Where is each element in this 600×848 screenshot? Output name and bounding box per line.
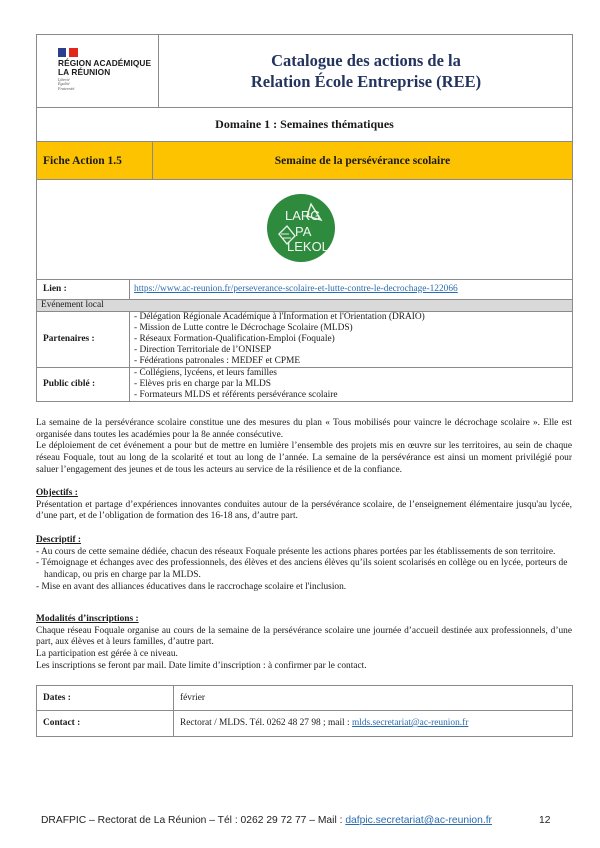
contact-label: Contact :: [37, 711, 174, 736]
objectifs-section: [36, 488, 572, 523]
lien-row: [37, 279, 572, 300]
descriptif-section: Descriptif : - Au cours de cette semaine dédiée, chacun des réseaux Foquale présente les actions phares portées par les établissements de son territoire. - Témoignage et échanges avec des professionnels, des élèves et des anciens élèves qu’ils soient scolarisés en collège ou en lycée, porteurs de handicap, ou pris en charge par la MLDS. - Mise en avant des alliances éducatives dans le raccrochage scolaire et l'inclusion.: [36, 535, 572, 594]
logo-line-2: LA RÉUNION: [58, 67, 111, 77]
logo-motto: Liberté Égalité Fraternité: [58, 77, 75, 91]
partenaires-list: - Délégation Régionale Académique à l'Information et l'Orientation (DRAIO) - Mission de Lutte contre le Décrochage Scolaire (MLDS) - Réseaux Formation-Qualification-Emploi (Foquale) - Direction Territoriale de l’ONISEP - Fédérations patronales : MEDEF et CPME: [134, 312, 425, 366]
svg-text:PA: PA: [295, 224, 312, 239]
partenaires-label: Partenaires :: [37, 312, 130, 367]
footer-email-link[interactable]: dafpic.secretariat@ac-reunion.fr: [345, 815, 492, 826]
modalites-section: Modalités d’inscriptions : Chaque réseau Foquale organise au cours de la semaine de la persévérance scolaire une journée d’accueil destinée aux professionnels, d’une part, aux élèves et à leurs familles, d’autre part. La participation est gérée à ce niveau. Les inscriptions se feront par mail. Date limite d’inscription : à confirmer par le contact.: [36, 614, 572, 671]
contact-row: [37, 711, 572, 736]
page-footer: DRAFPIC – Rectorat de La Réunion – Tél : 0262 29 72 77 – Mail : dafpic.secretariat@ac-reunion.fr: [41, 815, 492, 826]
catalogue-title: Catalogue des actions de la Relation École Entreprise (REE): [250, 51, 482, 91]
logo-row: [36, 180, 573, 280]
lien-link[interactable]: https://www.ac-reunion.fr/perseverance-scolaire-et-lutte-contre-le-decrochage-122066: [134, 283, 458, 294]
dates-row: [37, 686, 572, 711]
objectifs-text: Présentation et partage d’expériences innovantes conduites autour de la persévérance scolaire, de l’enseignement élémentaire jusqu'au lycée, d’une part, et de l’obligation de formation des 16-18 ans, d’autre part.: [36, 499, 572, 522]
fiche-title: Semaine de la persévérance scolaire: [274, 154, 451, 167]
partenaires-row: [37, 312, 572, 368]
svg-text:LARG: LARG: [285, 208, 321, 223]
largo-pa-lekol-logo-icon: [267, 194, 335, 262]
fiche-label: Fiche Action 1.5: [37, 142, 153, 179]
domain-heading: Domaine 1 : Semaines thématiques: [36, 108, 573, 142]
region-logo: [36, 34, 159, 108]
page-number: 12: [539, 815, 551, 826]
objectifs-heading: Objectifs :: [36, 488, 78, 498]
details-table: [36, 685, 573, 737]
svg-text:LEKOL: LEKOL: [287, 239, 329, 254]
lien-label: Lien :: [37, 279, 130, 299]
intro-text: La semaine de la persévérance scolaire constitue une des mesures du plan « Tous mobilisés pour vaincre le décrochage scolaire ». Elle est organisée dans toutes les académies pour la 8e année consécutive. Le déploiement de cet événement a pour but de mettre en lumière l’ensemble des projets mis en œuvre sur les territoires, au sein de chaque réseau Foquale, tout au long de la scolarité et tout au long de l’année. La semaine de la persévérance est ainsi un moment privilégié pour saluer l’engagement des jeunes et de tous les acteurs au service de la résilience et de la confiance.: [36, 418, 572, 475]
republic-flag-icon: [58, 48, 78, 57]
contact-value: Rectorat / MLDS. Tél. 0262 48 27 98 ; mail : mlds.secretariat@ac-reunion.fr: [180, 718, 469, 728]
modalites-heading: Modalités d’inscriptions :: [36, 614, 139, 624]
event-type: Evénement local: [37, 300, 572, 312]
dates-value: février: [180, 692, 205, 703]
info-table: [36, 279, 573, 402]
public-label: Public ciblé :: [37, 368, 130, 401]
public-row: [37, 368, 572, 401]
public-list: - Collégiens, lycéens, et leurs familles - Elèves pris en charge par la MLDS - Formateurs MLDS et référents persévérance scolaire: [134, 368, 338, 400]
fiche-action-row: [36, 142, 573, 180]
dates-label: Dates :: [37, 686, 174, 710]
logo-line-1: RÉGION ACADÉMIQUE: [58, 58, 152, 68]
contact-email-link[interactable]: mlds.secretariat@ac-reunion.fr: [351, 718, 469, 728]
descriptif-heading: Descriptif :: [36, 535, 82, 545]
